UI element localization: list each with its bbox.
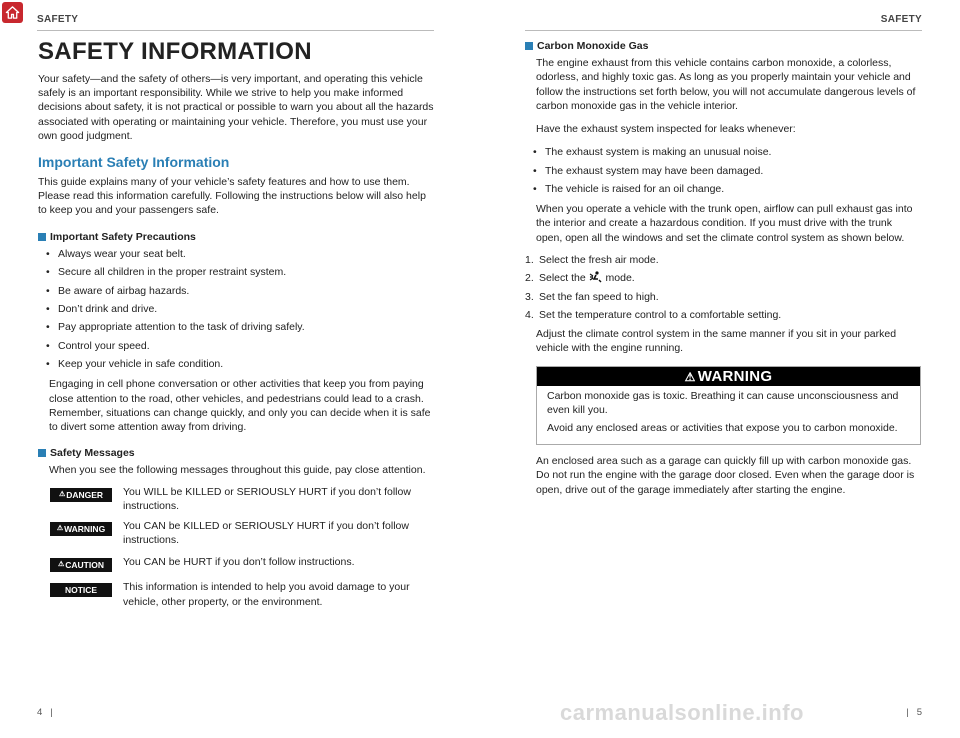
page-title: SAFETY INFORMATION (38, 38, 312, 65)
warning-box-title: WARNING (697, 367, 773, 385)
section-square-icon (38, 233, 46, 241)
page-number-left (37, 707, 53, 718)
co-warning-box (536, 366, 921, 446)
step-text: Select the fresh air mode. (539, 253, 659, 266)
enclosed-area-paragraph: An enclosed area such as a garage can quickly fill up with carbon monoxide gas. Do not run the engine with the garage door closed. Even when the garage door is open, drive out of the garage immediately after starting the engine. (536, 455, 915, 496)
notice-signal-badge (50, 583, 112, 597)
warning-line: Avoid any enclosed areas or activities that expose you to carbon monoxide. (547, 422, 898, 434)
messages-heading-label: Safety Messages (50, 447, 135, 460)
list-item: • Don’t drink and drive. (46, 302, 434, 316)
home-icon (5, 5, 20, 20)
guide-paragraph: This guide explains many of your vehicle’s safety features and how to use them. Please read this information carefully. Following the instructions below will also help to keep you and your passengers safe. (38, 176, 426, 217)
home-button[interactable] (2, 2, 23, 23)
notice-label: NOTICE (64, 585, 98, 596)
inspect-list (525, 145, 921, 196)
list-item: • Be aware of airbag hazards. (46, 284, 434, 298)
step-number: 1. (525, 253, 534, 266)
right-page (525, 38, 921, 497)
list-item: • Secure all children in the proper restraint system. (46, 265, 434, 279)
step-text: Set the fan speed to high. (539, 290, 659, 303)
warning-box-header (537, 367, 920, 386)
messages-heading (38, 446, 434, 460)
step-text: Set the temperature control to a comfortable setting. (539, 308, 782, 321)
list-item: • Control your speed. (46, 339, 434, 353)
co-intro-paragraph: The engine exhaust from this vehicle contains carbon monoxide, a colorless, odorless, and highly toxic gas. As long as you properly maintain your vehicle and follow the instructions set forth below, you will not accumulate dangerous levels of carbon monoxide gas in the vehicle interior. (536, 57, 916, 112)
air-flow-mode-icon (589, 271, 603, 283)
step-item (525, 253, 921, 267)
warning-triangle-icon: ⚠ (58, 490, 66, 498)
warning-text: You CAN be KILLED or SERIOUSLY HURT if you don’t follow instructions. (123, 520, 409, 547)
step-text-post: mode. (605, 272, 635, 285)
trunk-paragraph: When you operate a vehicle with the trunk open, airflow can pull exhaust gas into the interior and create a hazardous condition. If you must drive with the trunk open, open all the windows and set the climate control system as shown below. (536, 203, 913, 244)
list-item: • The exhaust system is making an unusual noise. (533, 145, 921, 159)
step-number: 4. (525, 308, 534, 321)
distraction-paragraph: Engaging in cell phone conversation or other activities that keep you from paying close attention to the road, other vehicles, and pedestrians could lead to a crash. Remember, situations can change quickly, and only you can decide when it is safe to divert some attention away from driving. (49, 378, 431, 433)
warning-message-row (38, 519, 434, 547)
page-number-right (906, 707, 922, 718)
warning-line: Carbon monoxide gas is toxic. Breathing it can cause unconsciousness and even kill you. (547, 389, 899, 416)
caution-signal-badge (50, 558, 112, 572)
carbon-monoxide-heading (525, 39, 921, 53)
step-text (539, 271, 635, 285)
page-separator: | (906, 707, 909, 718)
adjust-paragraph: Adjust the climate control system in the same manner if you sit in your parked vehicle with the engine running. (536, 328, 897, 355)
warning-label: WARNING (64, 523, 106, 534)
precautions-list (38, 247, 434, 372)
list-item: • Always wear your seat belt. (46, 247, 434, 261)
notice-message-row (38, 580, 434, 608)
list-item: • Keep your vehicle in safe condition. (46, 357, 434, 371)
section-square-icon (38, 449, 46, 457)
running-header-left: SAFETY (37, 14, 79, 25)
list-item: • Pay appropriate attention to the task of driving safely. (46, 320, 434, 334)
warning-box-body (537, 386, 920, 445)
section-square-icon (525, 42, 533, 50)
precautions-heading-label: Important Safety Precautions (50, 230, 196, 243)
messages-intro: When you see the following messages throughout this guide, pay close attention. (49, 464, 426, 477)
step-item (525, 290, 921, 304)
caution-text: You CAN be HURT if you don’t follow instructions. (123, 556, 355, 569)
step-item (525, 271, 921, 285)
precautions-heading (38, 230, 434, 244)
step-item (525, 308, 921, 322)
caution-message-row (38, 555, 434, 572)
step-number: 2. (525, 272, 534, 285)
steps-list (525, 253, 921, 322)
step-number: 3. (525, 290, 534, 303)
danger-label: DANGER (66, 489, 104, 500)
page-separator: | (50, 707, 53, 718)
step-text-pre: Select the (539, 272, 586, 285)
warning-triangle-icon: ⚠ (57, 561, 65, 569)
header-divider-left (37, 30, 434, 31)
intro-paragraph: Your safety—and the safety of others—is very important, and operating this vehicle safely is an important responsibility. While we strive to help you make informed decisions about safety, it is not practical or possible to warn you about all the hazards associated with operating or maintaining your vehicle. Therefore, you must use your own good judgment. (38, 73, 434, 142)
page-number: 4 (37, 707, 43, 718)
notice-text: This information is intended to help you avoid damage to your vehicle, other property, or the environment. (123, 581, 410, 608)
left-page (38, 38, 434, 609)
caution-label: CAUTION (65, 560, 104, 571)
carbon-monoxide-heading-label: Carbon Monoxide Gas (537, 40, 649, 52)
running-header-right: SAFETY (880, 14, 922, 25)
danger-text: You WILL be KILLED or SERIOUSLY HURT if you don’t follow instructions. (123, 485, 411, 512)
danger-signal-badge (50, 488, 112, 502)
warning-triangle-icon: ⚠ (684, 369, 696, 384)
inspect-paragraph: Have the exhaust system inspected for leaks whenever: (536, 123, 796, 136)
list-item: • The vehicle is raised for an oil change. (533, 182, 921, 196)
warning-triangle-icon: ⚠ (56, 524, 64, 532)
section-title: Important Safety Information (38, 154, 230, 171)
watermark: carmanualsonline.info (560, 700, 804, 725)
page-number: 5 (916, 707, 922, 718)
danger-message-row (38, 485, 434, 513)
warning-signal-badge (50, 522, 112, 536)
list-item: • The exhaust system may have been damaged. (533, 164, 921, 178)
header-divider-right (525, 30, 922, 31)
